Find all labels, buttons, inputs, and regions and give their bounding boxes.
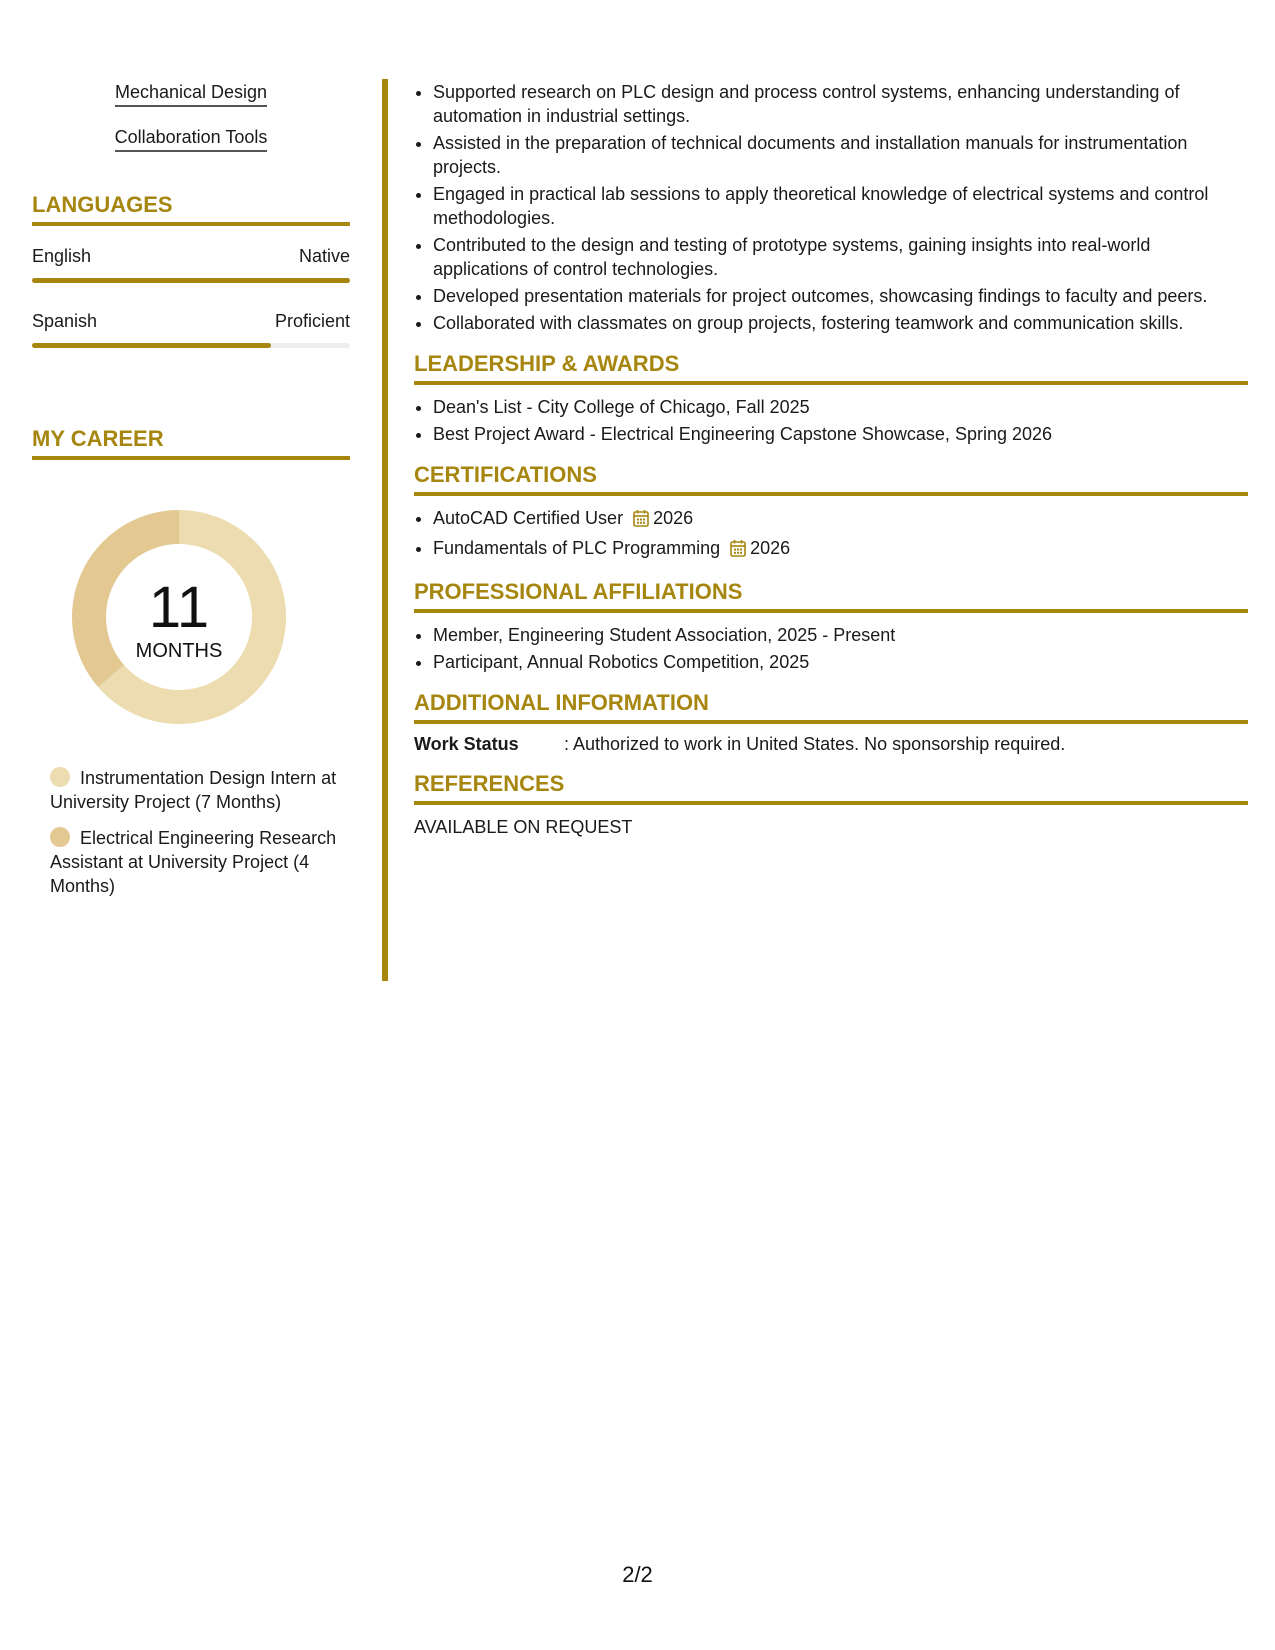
donut-center-label: [66, 575, 292, 663]
certification-item: [433, 506, 1248, 533]
skill-mechanical-design: Mechanical Design: [115, 80, 267, 107]
experience-bullets: [414, 80, 1248, 335]
legend-item: [50, 826, 340, 898]
certification-item: [433, 536, 1248, 563]
calendar-icon: [730, 539, 746, 563]
legend-label: Electrical Engineering Research Assistant at University Project (4 Months): [50, 828, 337, 896]
certification-year: 2026: [653, 508, 694, 528]
language-proficiency-fill: [32, 343, 271, 348]
language-english: [32, 246, 350, 283]
references-title: REFERENCES: [414, 771, 1248, 805]
career-section: [32, 426, 350, 898]
language-proficiency-bar: [32, 278, 350, 283]
references-section: [414, 771, 1248, 838]
left-column: [32, 80, 350, 910]
career-donut-chart: [66, 504, 292, 730]
certification-year: 2026: [750, 538, 791, 558]
affiliations-title: PROFESSIONAL AFFILIATIONS: [414, 579, 1248, 613]
work-status-label: Work Status: [414, 734, 519, 754]
languages-section: [32, 192, 350, 348]
references-text: AVAILABLE ON REQUEST: [414, 817, 633, 837]
list-item: • Supported research on PLC design and process control systems, enhancing understanding of automation in industrial settings.: [433, 80, 1248, 128]
list-item: • Engaged in practical lab sessions to apply theoretical knowledge of electrical systems and control methodologies.: [433, 182, 1248, 230]
list-item: • Participant, Annual Robotics Competition, 2025: [433, 650, 1248, 674]
legend-dot: [50, 827, 70, 847]
list-item: • Collaborated with classmates on group projects, fostering teamwork and communication skills.: [433, 311, 1248, 335]
languages-title: LANGUAGES: [32, 192, 350, 226]
leadership-section: [414, 351, 1248, 446]
right-column: [414, 80, 1248, 838]
certifications-section: [414, 462, 1248, 563]
certification-name: Fundamentals of PLC Programming: [433, 538, 721, 558]
list-item: • Best Project Award - Electrical Engineering Capstone Showcase, Spring 2026: [433, 422, 1248, 446]
language-name: Spanish: [32, 311, 98, 331]
work-status-row: [414, 734, 1248, 755]
calendar-icon: [633, 509, 649, 533]
additional-info-title: ADDITIONAL INFORMATION: [414, 690, 1248, 724]
language-proficiency-fill: [32, 278, 350, 283]
language-proficiency-bar: [32, 343, 350, 348]
language-spanish: [32, 311, 350, 348]
work-status-value: : Authorized to work in United States. No sponsorship required.: [564, 734, 1066, 754]
legend-dot: [50, 767, 70, 787]
legend-label: Instrumentation Design Intern at University Project (7 Months): [50, 768, 337, 812]
list-item: • Member, Engineering Student Association, 2025 - Present: [433, 623, 1248, 647]
list-item: • Assisted in the preparation of technical documents and installation manuals for instrumentation projects.: [433, 131, 1248, 179]
career-legend: [50, 766, 340, 898]
column-divider: [382, 79, 388, 981]
page-number: 2/2: [622, 1562, 653, 1587]
leadership-title: LEADERSHIP & AWARDS: [414, 351, 1248, 385]
list-item: • Dean's List - City College of Chicago, Fall 2025: [433, 395, 1248, 419]
additional-info-section: [414, 690, 1248, 755]
list-item: • Contributed to the design and testing of prototype systems, gaining insights into real-world applications of control technologies.: [433, 233, 1248, 281]
language-level: Native: [298, 246, 350, 266]
list-item: • Developed presentation materials for project outcomes, showcasing findings to faculty and peers.: [433, 284, 1248, 308]
skills-list: [32, 80, 350, 152]
certifications-title: CERTIFICATIONS: [414, 462, 1248, 496]
career-total-unit: MONTHS: [135, 640, 223, 662]
affiliations-section: [414, 579, 1248, 674]
language-level: Proficient: [274, 311, 350, 331]
skill-collaboration-tools: Collaboration Tools: [115, 125, 268, 152]
certification-name: AutoCAD Certified User: [433, 508, 624, 528]
career-title: MY CAREER: [32, 426, 350, 460]
career-total-number: 11: [148, 575, 210, 640]
language-name: English: [32, 246, 92, 266]
legend-item: [50, 766, 340, 814]
